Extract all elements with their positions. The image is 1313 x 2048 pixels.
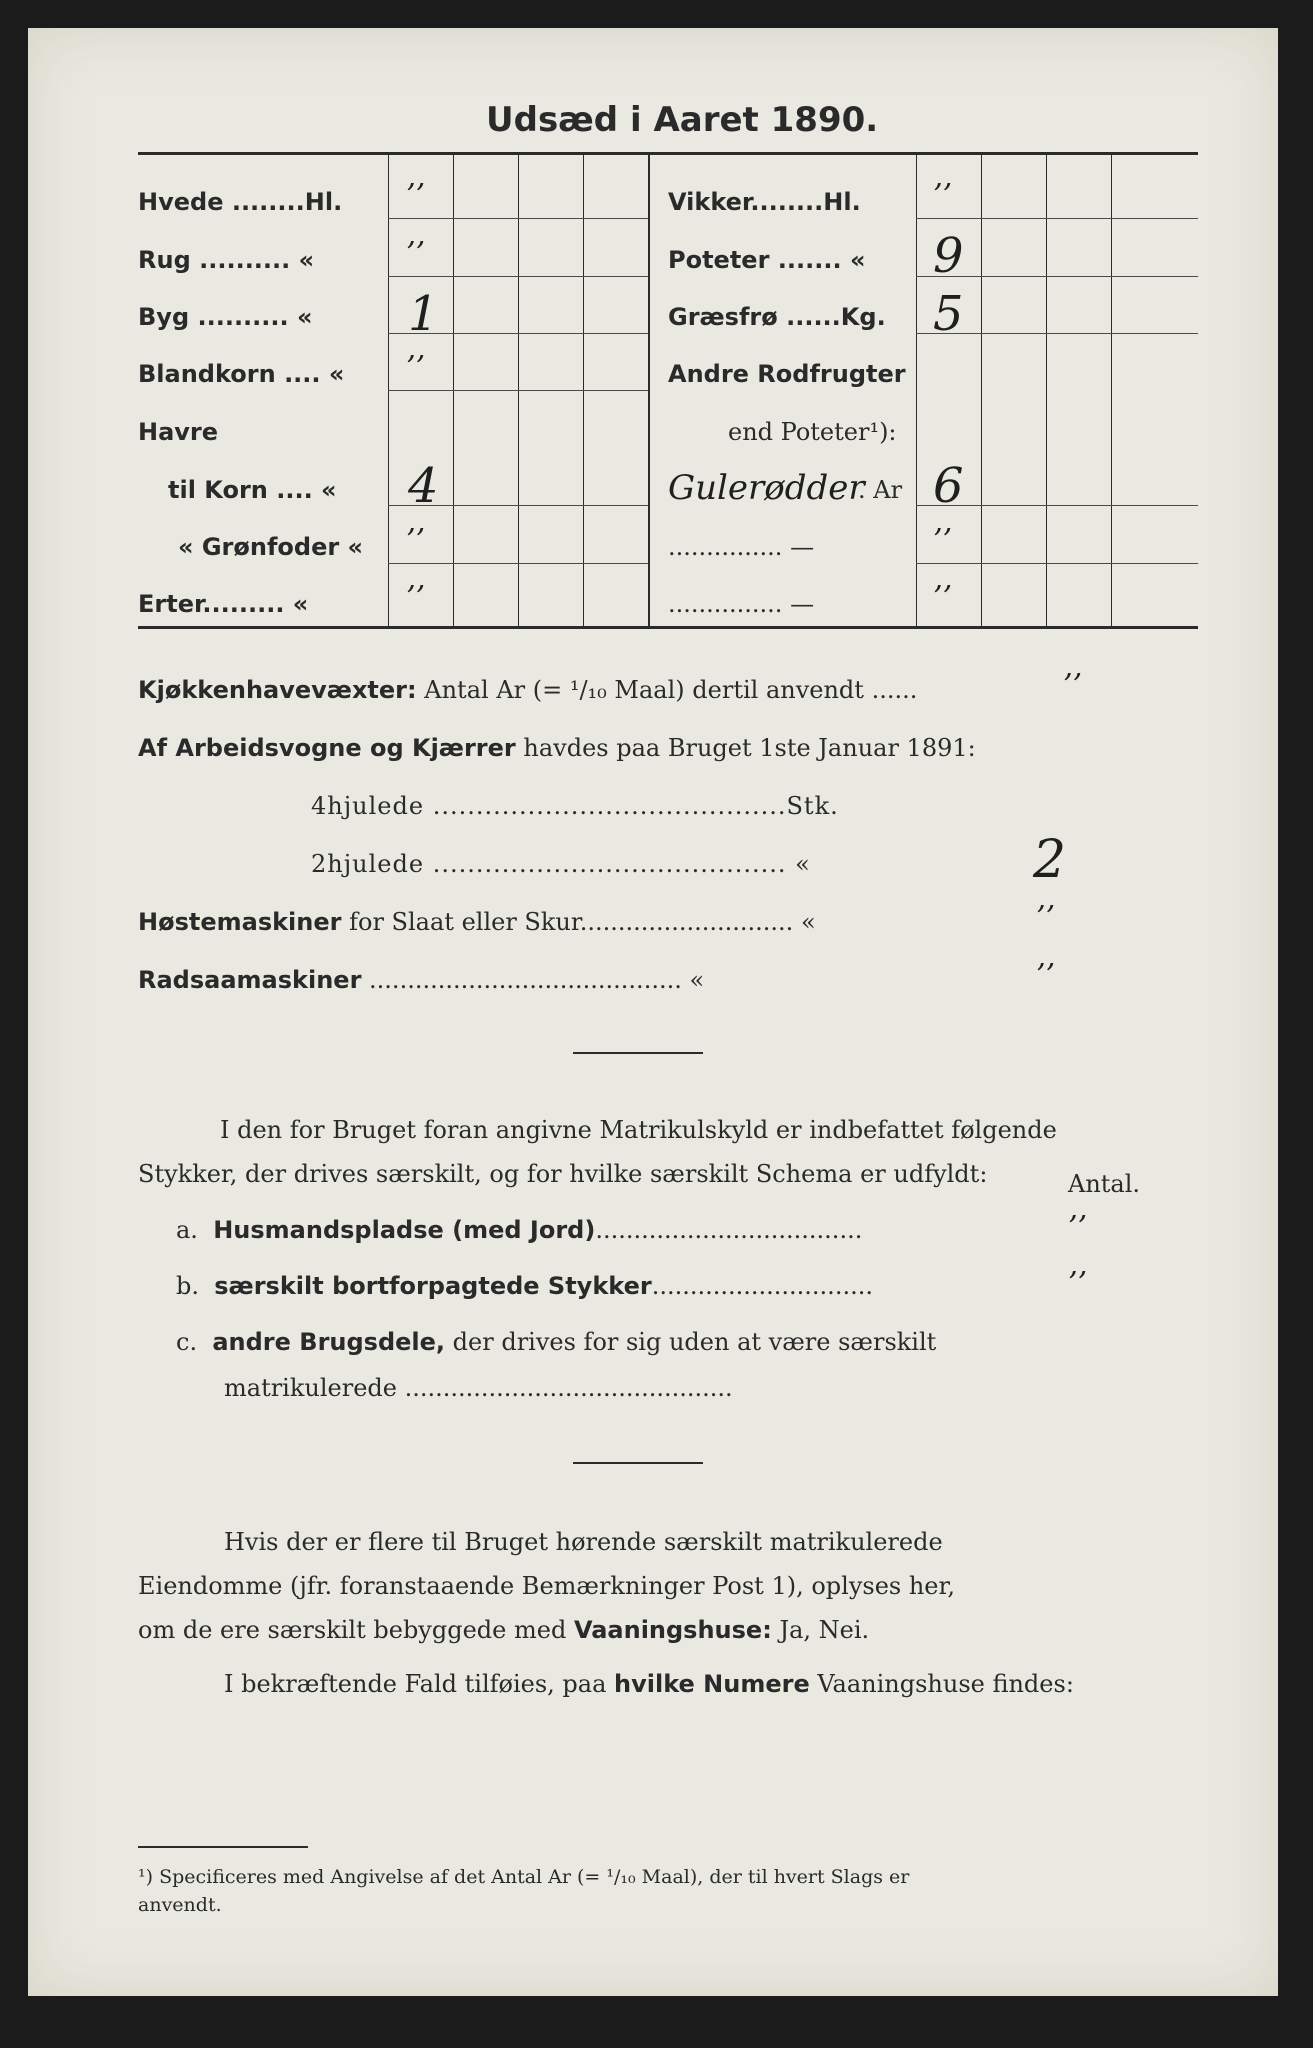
para2-line2: Eiendomme (jfr. foranstaaende Bemærkninger Post 1), oplyses her, [138,1572,955,1600]
para3c: Vaaningshuse findes: [817,1670,1074,1698]
row-label-ar: . Ar [858,476,903,504]
vogne-text: havdes paa Bruget 1ste Januar 1891: [523,734,976,762]
cell-rule [388,390,648,391]
row-label-erter: Erter......... « [138,590,309,618]
para2-line3c: Ja, Nei. [779,1616,870,1644]
vogne-label: Af Arbeidsvogne og Kjærrer [138,734,516,762]
table-bottom-rule [138,626,1198,629]
table-top-rule [138,152,1198,155]
cell-rule [916,563,1198,564]
row-label-havre: Havre [138,418,219,446]
item-a-label: Husmandspladse (med Jord) [213,1216,596,1244]
hoste-value: ’’ [1036,900,1056,935]
right-grid-line [916,154,917,626]
para2-line3b: Vaaningshuse: [573,1616,772,1644]
hoste-line [138,908,816,936]
footnote-rule [138,1846,308,1848]
item-c-letter: c. [176,1328,198,1356]
para2-line1: Hvis der er flere til Bruget hørende særskilt matrikulerede [224,1528,943,1556]
section-separator-2 [573,1462,703,1464]
section-separator [573,1052,703,1054]
right-grid-line [1111,154,1112,626]
antal-heading: Antal. [1068,1170,1141,1198]
item-c-label: andre Brugsdele, [212,1328,446,1356]
rad-text: ......................................... « [369,966,705,994]
table-center-divider [648,154,650,626]
row-label-graesfro: Græsfrø ......Kg. [668,303,886,331]
item-a-dots: ................................... [595,1216,863,1244]
row-label-end-poteter: end Poteter¹): [728,418,897,446]
footnote-line2: anvendt. [138,1894,222,1916]
kjokken-label: Kjøkkenhavevæxter: [138,676,417,704]
value-blank-1: ’’ [933,523,953,558]
para1-line2: Stykker, der drives særskilt, og for hvilke særskilt Schema er udfyldt: [138,1160,988,1188]
para1-line1: I den for Bruget foran angivne Matrikulskyld er indbefattet følgende [220,1116,1057,1144]
value-hvede: ’’ [406,178,426,213]
value-til-korn: 4 [408,458,439,514]
value-rug: ’’ [406,236,426,271]
value-byg: 1 [408,286,439,342]
row-label-andre-rodfrugter: Andre Rodfrugter [668,360,906,388]
hjul2-line: 2hjulede ......................................... « [311,850,811,878]
item-b [176,1272,873,1300]
para2-line3a: om de ere særskilt bebyggede med [138,1616,567,1644]
right-grid-line [1046,154,1047,626]
item-a-letter: a. [176,1216,198,1244]
cell-rule [388,218,648,219]
row-label-til-korn: til Korn .... « [168,476,337,504]
row-label-hvede: Hvede ........Hl. [138,188,343,216]
row-label-blank-1: ............... — [668,533,815,561]
row-handwritten-gulerodder: Gulerødder [668,468,865,508]
row-label-byg: Byg .......... « [138,303,313,331]
value-vikker: ’’ [933,178,953,213]
cell-rule [388,563,648,564]
value-blank-2: ’’ [933,580,953,615]
row-label-blank-2: ............... — [668,590,815,618]
value-gulerodder: 6 [933,458,964,514]
page-title: Udsæd i Aaret 1890. [486,100,879,140]
value-graesfro: 5 [933,286,964,342]
form-page [28,28,1278,1996]
para3b: hvilke Numere [614,1670,810,1698]
rad-label: Radsaamaskiner [138,966,362,994]
row-label-rug: Rug .......... « [138,246,315,274]
rad-line [138,966,704,994]
para3 [224,1670,1074,1698]
kjokken-line [138,676,917,704]
hoste-label: Høstemaskiner [138,908,342,936]
row-label-vikker: Vikker........Hl. [668,188,861,216]
cell-rule [388,276,648,277]
value-gronfoder: ’’ [406,523,426,558]
right-grid-line [981,154,982,626]
footnote-line1: ¹) Specificeres med Angivelse af det Antal Ar (= ¹/₁₀ Maal), der til hvert Slags er [138,1866,910,1888]
para3a: I bekræftende Fald tilføies, paa [224,1670,607,1698]
hjul4-line: 4hjulede .........................................Stk. [311,792,839,820]
kjokken-value: ’’ [1063,668,1083,703]
vogne-line [138,734,976,762]
item-b-letter: b. [176,1272,199,1300]
row-label-gronfoder: « Grønfoder « [178,533,364,561]
row-label-poteter: Poteter ....... « [668,246,866,274]
item-a [176,1216,862,1244]
value-erter: ’’ [406,580,426,615]
item-a-value: ’’ [1068,1210,1088,1245]
item-c-text: der drives for sig uden at være særskilt [452,1328,937,1356]
item-b-label: særskilt bortforpagtede Stykker [214,1272,652,1300]
row-label-blandkorn: Blandkorn .... « [138,360,345,388]
rad-value: ’’ [1036,958,1056,993]
item-c-line2: matrikulerede ........................................... [224,1374,733,1402]
value-poteter: 9 [933,228,964,284]
hoste-text: for Slaat eller Skur............................ « [349,908,816,936]
kjokken-text: Antal Ar (= ¹/₁₀ Maal) dertil anvendt ...... [424,676,918,704]
hjul2-value: 2 [1033,830,1067,890]
item-c [176,1328,936,1356]
item-b-dots: ............................. [651,1272,873,1300]
cell-rule [916,218,1198,219]
item-b-value: ’’ [1068,1266,1088,1301]
para2-line3 [138,1616,869,1644]
value-blandkorn: ’’ [406,350,426,385]
